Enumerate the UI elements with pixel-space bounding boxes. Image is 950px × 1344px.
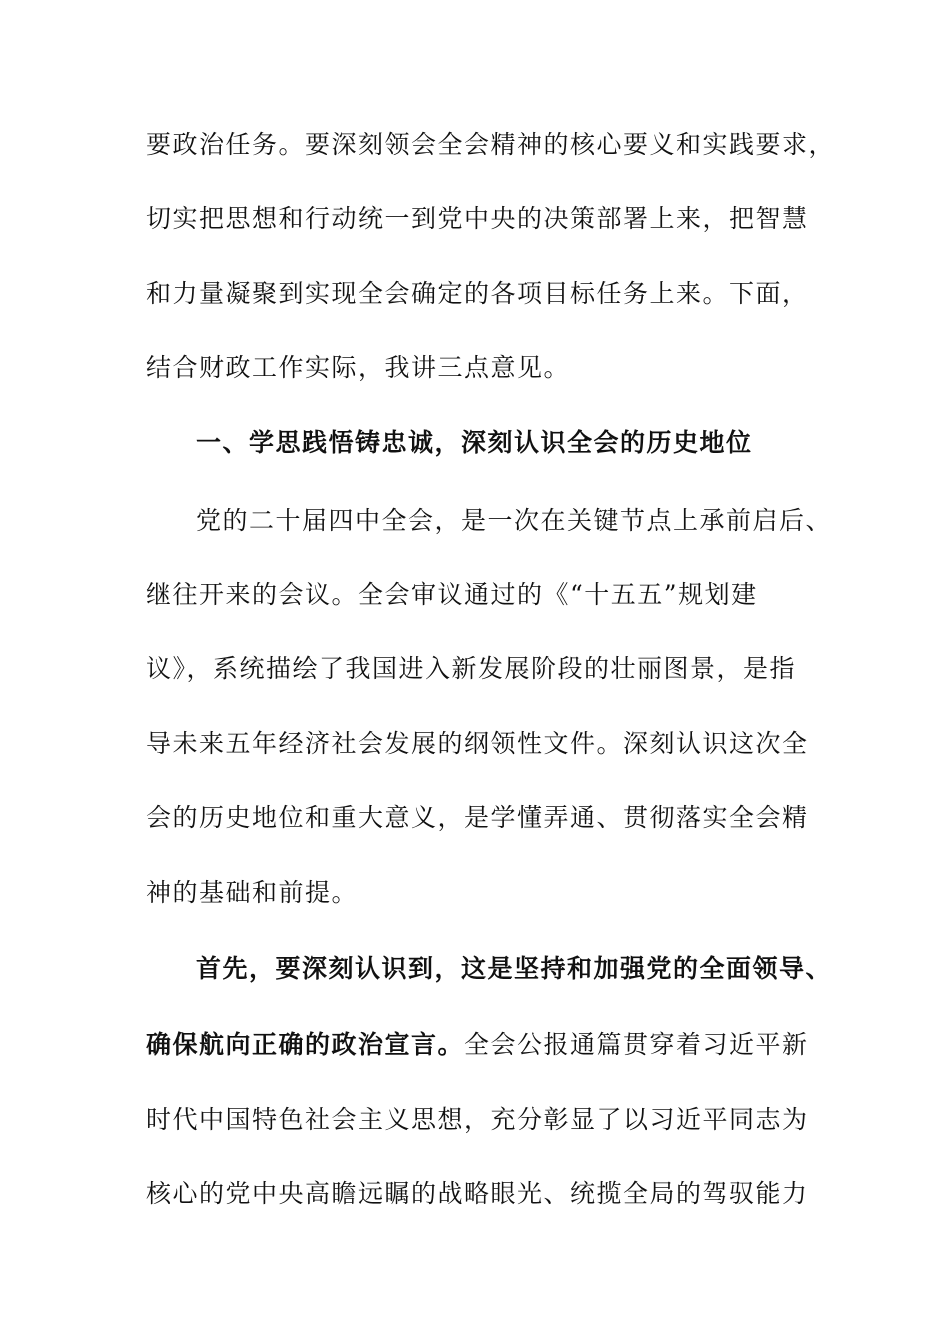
text-line: 议》，系统描绘了我国进入新发展阶段的壮丽图景，是指 xyxy=(146,654,797,683)
bold-lead-sentence: 首先，要深刻认识到，这是坚持和加强党的全面领导、 xyxy=(196,954,833,983)
text-line: 导未来五年经济社会发展的纲领性文件。深刻认识这次全 xyxy=(146,729,809,758)
text-line: 结合财政工作实际，我讲三点意见。 xyxy=(146,353,571,382)
bold-lead-sentence-end: 确保航向正确的政治宣言。 xyxy=(146,1030,465,1059)
text-line: 核心的党中央高瞻远瞩的战略眼光、统揽全局的驾驭能力 xyxy=(146,1179,809,1208)
text-line: 切实把思想和行动统一到党中央的决策部署上来，把智慧 xyxy=(146,204,809,233)
text-line: 继往开来的会议。全会审议通过的《“十五五”规划建 xyxy=(146,580,758,609)
section-heading: 一、学思践悟铸忠诚，深刻认识全会的历史地位 xyxy=(196,428,753,457)
text-line: 党的二十届四中全会，是一次在关键节点上承前启后、 xyxy=(196,506,833,535)
text-span: 全会公报通篇贯穿着习近平新 xyxy=(464,1030,809,1059)
text-line: 时代中国特色社会主义思想，充分彰显了以习近平同志为 xyxy=(146,1105,809,1134)
text-line: 会的历史地位和重大意义，是学懂弄通、贯彻落实全会精 xyxy=(146,803,809,832)
text-line: 神的基础和前提。 xyxy=(146,878,359,907)
text-line: 和力量凝聚到实现全会确定的各项目标任务上来。下面， xyxy=(146,279,809,308)
mixed-text-line xyxy=(146,1028,809,1062)
text-line: 要政治任务。要深刻领会全会精神的核心要义和实践要求， xyxy=(146,130,836,159)
